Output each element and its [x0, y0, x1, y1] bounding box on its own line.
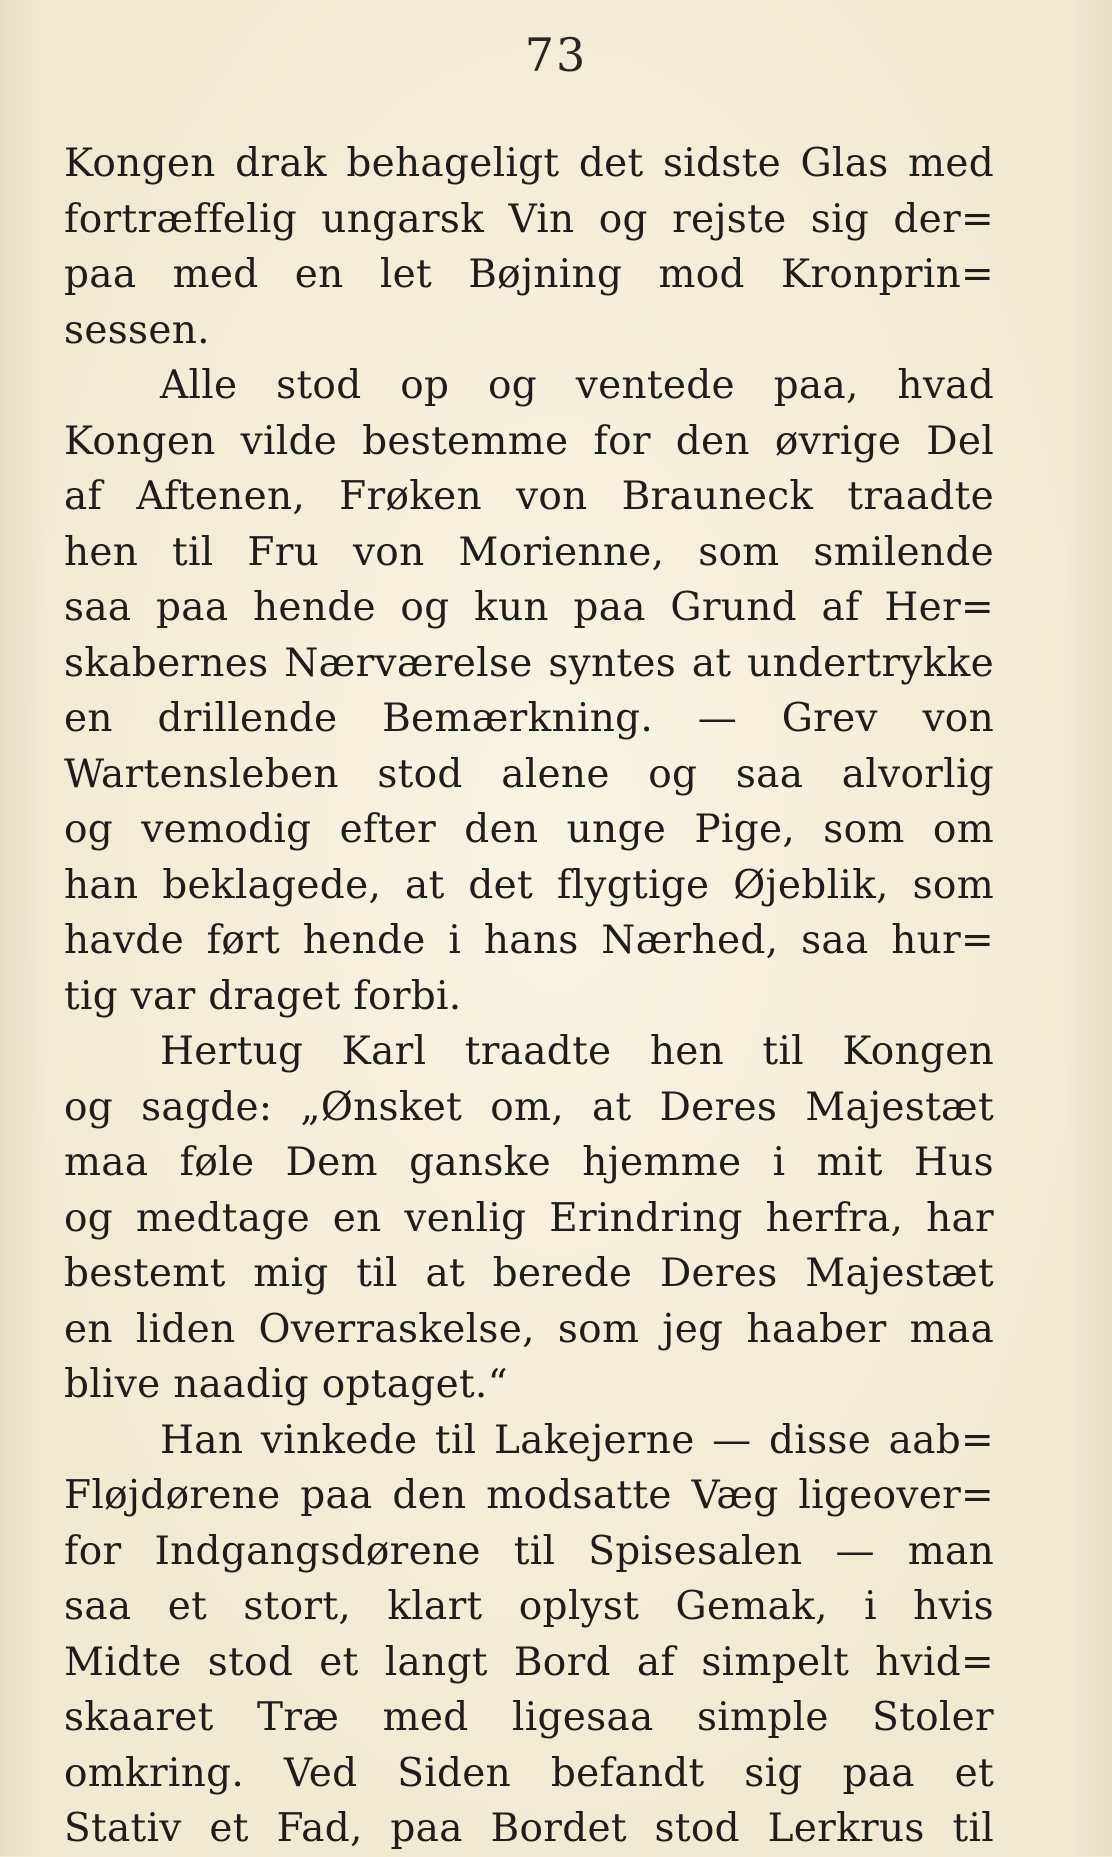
- text-line: Wartensleben stod alene og saa alvorlig: [64, 751, 994, 797]
- text-line: havde ført hende i hans Nærhed, saa hur=: [64, 918, 994, 963]
- text-line: Hertug Karl traadte hen til Kongen: [160, 1029, 994, 1074]
- text-line: skabernes Nærværelse syntes at undertrykke: [64, 640, 994, 686]
- text-line: Kongen vilde bestemme for den øvrige Del: [64, 418, 994, 464]
- text-line: saa et stort, klart oplyst Gemak, i hvis: [64, 1584, 994, 1629]
- text-line: Stativ et Fad, paa Bordet stod Lerkrus til: [64, 1806, 994, 1851]
- page-number: 73: [524, 28, 588, 82]
- text-line: sessen.: [64, 307, 210, 353]
- text-line: af Aftenen, Frøken von Brauneck traadte: [64, 474, 994, 519]
- text-line: fortræffelig ungarsk Vin og rejste sig der=: [64, 196, 994, 242]
- text-line: og vemodig efter den unge Pige, som om: [64, 807, 994, 852]
- text-line: en liden Overraskelse, som jeg haaber maa: [64, 1306, 994, 1352]
- text-line: tig var draget forbi.: [64, 973, 462, 1019]
- text-line: en drillende Bemærkning. — Grev von: [64, 696, 994, 741]
- text-line: saa paa hende og kun paa Grund af Her=: [64, 585, 994, 630]
- text-line: maa føle Dem ganske hjemme i mit Hus: [64, 1140, 994, 1185]
- text-line: omkring. Ved Siden befandt sig paa et: [64, 1750, 994, 1796]
- text-line: og sagde: „Ønsket om, at Deres Majestæt: [64, 1084, 994, 1130]
- text-line: Midte stod et langt Bord af simpelt hvid=: [64, 1639, 994, 1685]
- body-text: [64, 136, 994, 1857]
- text-line: paa med en let Bøjning mod Kronprin=: [64, 252, 994, 297]
- text-line: Fløjdørene paa den modsatte Væg ligeover=: [64, 1473, 994, 1518]
- text-line: og medtage en venlig Erindring herfra, har: [64, 1195, 994, 1241]
- text-line: Alle stod op og ventede paa, hvad: [160, 363, 994, 408]
- text-line: Kongen drak behageligt det sidste Glas med: [64, 141, 994, 186]
- text-line: han beklagede, at det flygtige Øjeblik, som: [64, 862, 994, 908]
- text-line: Han vinkede til Lakejerne — disse aab=: [160, 1417, 994, 1463]
- text-line: hen til Fru von Morienne, som smilende: [64, 529, 994, 575]
- text-line: bestemt mig til at berede Deres Majestæt: [64, 1251, 994, 1296]
- text-line: for Indgangsdørene til Spisesalen — man: [64, 1528, 994, 1574]
- text-line: skaaret Træ med ligesaa simple Stoler: [64, 1695, 994, 1740]
- text-line: blive naadig optaget.“: [64, 1362, 508, 1407]
